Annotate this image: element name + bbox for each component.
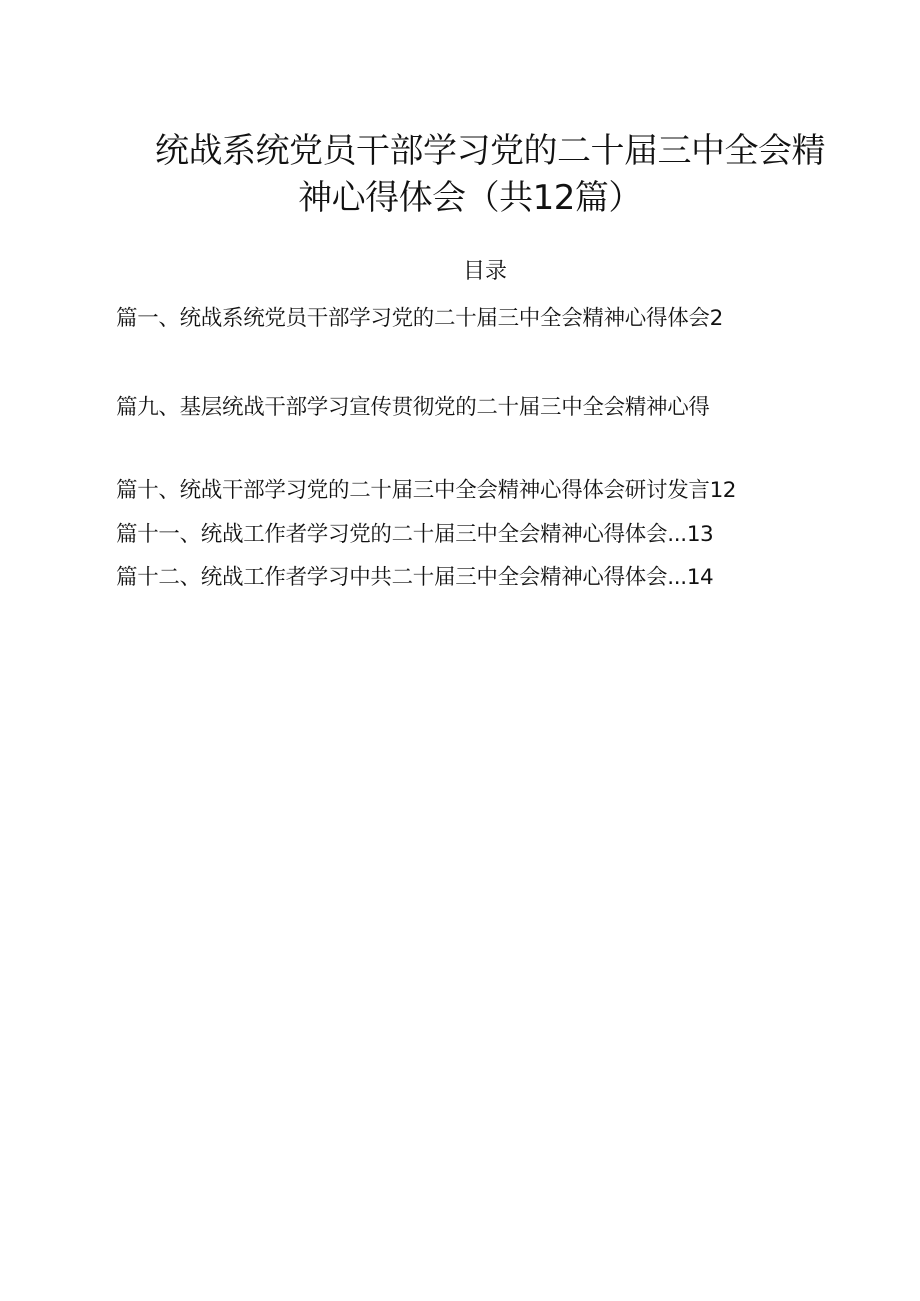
toc-item-text: 篇一、统战系统党员干部学习党的二十届三中全会精神心得体会	[116, 306, 710, 331]
toc-item-page-number: 2	[709, 306, 723, 331]
toc-item-page-number: 12	[709, 478, 736, 503]
document-title-line-2: 神心得体会（共12篇）	[298, 178, 642, 218]
toc-item-text: 篇十、统战干部学习党的二十届三中全会精神心得体会研讨发言	[116, 478, 710, 503]
toc-item-page-number: 14	[686, 565, 714, 590]
toc-item-text: 篇十一、统战工作者学习党的二十届三中全会精神心得体会...	[116, 522, 687, 547]
toc-item-5[interactable]	[116, 563, 713, 593]
toc-item-1[interactable]	[116, 304, 723, 334]
toc-item-3[interactable]	[116, 476, 736, 506]
toc-item-page-number: 13	[686, 522, 714, 547]
toc-item-2[interactable]	[116, 393, 710, 423]
toc-heading: 目录	[462, 259, 507, 284]
toc-item-text: 篇九、基层统战干部学习宣传贯彻党的二十届三中全会精神心得	[116, 395, 710, 420]
toc-item-4[interactable]	[116, 520, 713, 550]
toc-item-text: 篇十二、统战工作者学习中共二十届三中全会精神心得体会...	[116, 565, 687, 590]
document-title-line-1: 统战系统党员干部学习党的二十届三中全会精	[155, 131, 825, 171]
